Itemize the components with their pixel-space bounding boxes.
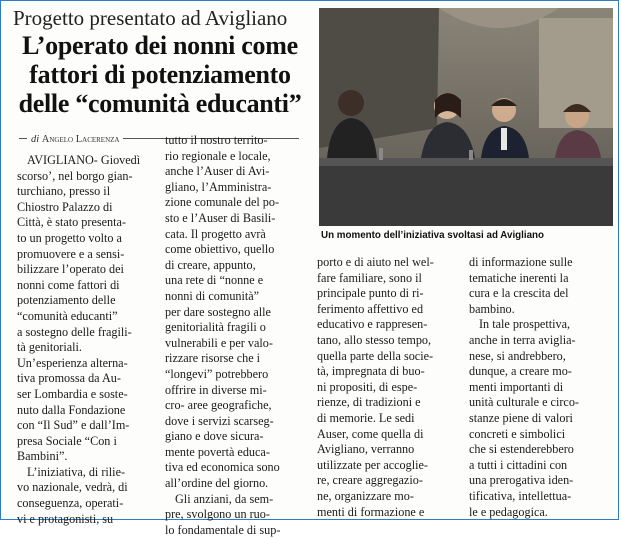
article-text-line: stanze piene di valori (469, 410, 573, 425)
article-text-line: nuto dalla Fondazione (17, 402, 126, 417)
article-text-line: vo nazionale, vedrà, di (17, 480, 128, 495)
article-text-line: una prerogativa iden- (469, 473, 574, 488)
article-headline (7, 31, 313, 118)
article-text-line: zione comunale del po- (165, 195, 280, 210)
article-column-3 (317, 255, 463, 520)
article-text-line: scorso’, nel borgo gian- (17, 168, 133, 183)
article-text-line: nonni di comunità” (165, 288, 260, 303)
article-text-line: rizzare risorse che i (165, 351, 261, 366)
article-column-1 (17, 153, 159, 527)
article-text-line: una rete di “nonne e (165, 273, 264, 288)
article-text-line: tutto il nostro territo- (165, 133, 268, 147)
article-text-line: promuovere e a sensi- (17, 246, 125, 261)
article-text-line: mente povertà educa- (165, 444, 270, 459)
article-text-line: re, creare aggregazio- (317, 473, 423, 488)
article-text-line: vi e protagonisti, su (17, 511, 114, 526)
article-text-line: offrire in diverse mi- (165, 382, 267, 397)
article-text-line: di memorie. Le sedi (317, 410, 415, 425)
article-text-line: Città, è stato presenta- (17, 215, 126, 230)
byline-prefix: di (31, 134, 40, 145)
article-text-line: bambino. (469, 301, 515, 316)
article-text-line: rienze, di tradizioni e (317, 395, 421, 410)
article-text-line: unità culturale e circo- (469, 395, 579, 410)
article-text-line: pre, svolgono un ruo- (165, 507, 270, 522)
article-text-line: utilizzate per accoglie- (317, 457, 428, 472)
headline-line: L’operato dei nonni come (22, 31, 298, 60)
article-text-line: di creare, appunto, (165, 257, 256, 272)
article-text-line: Auser, come quella di (317, 426, 424, 441)
article-text-line: to un progetto volto a (17, 230, 122, 245)
article-text-line: presa Sociale “Con i (17, 433, 117, 448)
article-text-line: giano e dove sicura- (165, 429, 264, 444)
article-text-line: ne, organizzare mo- (317, 488, 414, 503)
article-text-line: tiva ed economica sono (165, 460, 280, 475)
article-text-line: “comunità educanti” (17, 308, 118, 323)
article-text-line: bilizzare l’operato dei (17, 262, 124, 277)
article-text-line: all’ordine del giorno. (165, 476, 269, 491)
article-text-line: cura e la crescita del (469, 286, 569, 301)
article-text-line: a tutti i cittadini con (469, 457, 568, 472)
article-text-line: dove i servizi scarseg- (165, 413, 274, 428)
article-text-line: cro- aree geografiche, (165, 398, 272, 413)
article-text-line: nese, si andrebbero, (469, 348, 566, 363)
article-text-line: quella parte della socie- (317, 348, 434, 363)
article-column-2 (165, 133, 310, 538)
article-text-line: menti di formazione e (317, 504, 425, 519)
article-text-line: nonni come fattori di (17, 277, 120, 292)
article-text-line: ser Lombardia e soste- (17, 386, 128, 401)
article-text-line: con “Il Sud” e dall’Im- (17, 418, 130, 433)
article-text-line: come obiettivo, quello (165, 242, 275, 257)
article-text-line: lo fondamentale di sup- (165, 522, 281, 537)
article-text-line: anche l’Auser di Avi- (165, 164, 270, 179)
article-text-line: dunque, a creare mo- (469, 364, 572, 379)
article-text-line: tano, allo stesso tempo, (317, 332, 432, 347)
article-text-line: di informazione sulle (469, 255, 573, 269)
article-text-line: principale punto di ri- (317, 286, 424, 301)
article-text-line: turchiano, presso il (17, 184, 111, 199)
article-byline (27, 134, 123, 145)
article-kicker: Progetto presentato ad Avigliano (13, 6, 288, 30)
article-text-line: Avigliano, verranno (317, 442, 415, 457)
article-text-line: fare familiare, sono il (317, 270, 422, 285)
article-text-line: In tale prospettiva, (479, 317, 571, 332)
article-text-line: vulnerabili e per valo- (165, 335, 273, 350)
article-text-line: tiva promossa da Au- (17, 371, 121, 386)
article-text-line: ferimento affettivo ed (317, 301, 424, 316)
article-text-line: conseguenza, operati- (17, 496, 124, 511)
article-column-4 (469, 255, 611, 520)
article-text-line: Bambini”. (17, 449, 68, 464)
headline-line: delle “comunità educanti” (18, 89, 302, 118)
article-text-line: rio regionale e locale, (165, 148, 271, 163)
article-text-line: porto e di aiuto nel wel- (317, 255, 434, 269)
article-text-line: educativo e rappresen- (317, 317, 428, 332)
article-text-line: L’iniziativa, di rilie- (27, 464, 126, 479)
article-text-line: tificativa, intellettua- (469, 488, 572, 503)
article-text-line: anche in terra avigliа- (469, 332, 576, 347)
headline-line: fattori di potenziamento (29, 60, 291, 89)
article-text-line: Un’esperienza alterna- (17, 355, 128, 370)
article-text-line: potenziamento delle (17, 293, 116, 308)
event-photo-image (319, 8, 613, 226)
article-text-line: che si estenderebbero (469, 442, 574, 457)
article-text-line: le e pedagogica. (469, 504, 548, 519)
article-text-line: menti importanti di (469, 379, 564, 394)
article-text-line: Gli anziani, da sem- (175, 491, 274, 506)
article-text-line: genitorialità fragili o (165, 320, 266, 335)
article-text-line: “longevi” potrebbero (165, 366, 269, 381)
article-text-line: concreti e simbolici (469, 426, 566, 441)
article-text-line: AVIGLIANO- Giovedì (27, 153, 141, 167)
article-text-line: ni propositi, di espe- (317, 379, 418, 394)
article-text-line: sto e l’Auser di Basili- (165, 210, 276, 225)
photo-caption: Un momento dell’iniziativa svoltasi ad Avigliano (321, 230, 545, 241)
article-text-line: tematiche inerenti la (469, 270, 569, 285)
article-text-line: cata. Il progetto avrà (165, 226, 266, 241)
article-text-line: gliano, l’Amministra- (165, 179, 272, 194)
article-text-line: a sostegno delle fragili- (17, 324, 132, 339)
event-photo (319, 8, 613, 226)
byline-author: Angelo Lacerenza (41, 134, 120, 145)
article-text-line: Chiostro Palazzo di (17, 199, 113, 214)
article-text-line: tà, impregnata di buo- (317, 364, 425, 379)
article-text-line: per dare sostegno alle (165, 304, 271, 319)
article-text-line: tà genitoriali. (17, 340, 82, 355)
